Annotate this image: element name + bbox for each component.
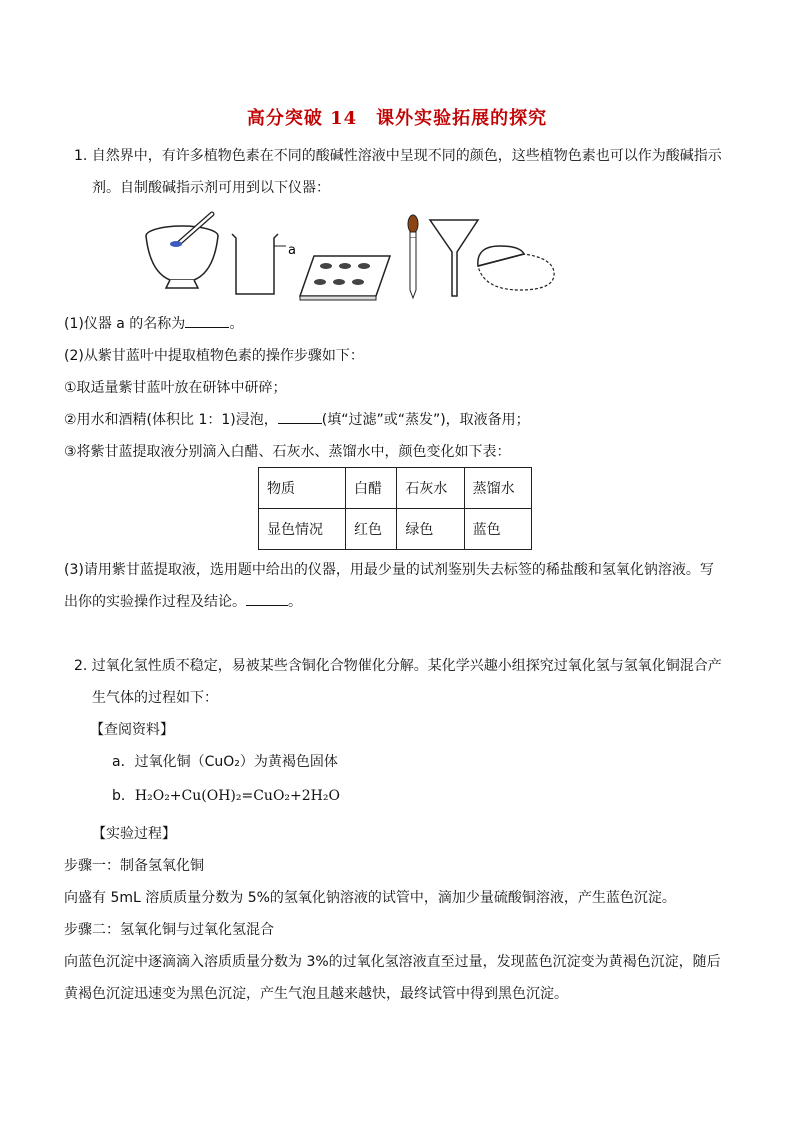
q2-process-heading: 【实验过程】 [92,826,176,842]
q2-info-a: a．过氧化铜（CuO₂）为黄褐色固体 [112,754,338,770]
table-row [259,468,532,509]
mortar-pestle-icon [146,214,218,288]
table-cell: 物质 [259,468,346,509]
q1-part2: (2)从紫甘蓝叶中提取植物色素的操作步骤如下： [64,348,364,364]
q1-intro-line1: 1. 自然界中，有许多植物色素在不同的酸碱性溶液中呈现不同的颜色，这些植物色素也可以作为酸碱指示 [74,148,722,164]
beaker-icon [232,234,286,294]
q1-step3: ③将紫甘蓝提取液分别滴入白醋、石灰水、蒸馏水中，颜色变化如下表： [64,444,511,460]
q1-step1: ①取适量紫甘蓝叶放在研钵中研碎； [64,380,287,396]
q2-intro-line1: 2. 过氧化氢性质不稳定，易被某些含铜化合物催化分解。某化学兴趣小组探究过氧化氢与氢氧化铜混合产 [74,658,722,674]
q2-step1-title: 步骤一：制备氢氧化铜 [64,858,204,874]
q1-part3-line1: (3)请用紫甘蓝提取液，选用题中给出的仪器，用最少量的试剂鉴别失去标签的稀盐酸和氢氧化钠溶液。写 [64,562,714,578]
q1-intro-line2: 剂。自制酸碱指示剂可用到以下仪器： [92,180,330,196]
funnel-icon [430,220,478,296]
apparatus-illustration [140,210,560,302]
table-cell: 白醋 [346,468,397,509]
beaker-label: a [288,243,296,258]
q2-step2-text-line2: 黄褐色沉淀迅速变为黑色沉淀，产生气泡且越来越快，最终试管中得到黑色沉淀。 [64,986,568,1002]
q1-part1: (1)仪器 a 的名称为 。 [64,316,244,332]
q2-step1-text: 向盛有 5mL 溶质质量分数为 5%的氢氧化钠溶液的试管中，滴加少量硫酸铜溶液，产生蓝色沉淀。 [64,890,676,906]
q2-intro-line2: 生气体的过程如下： [92,690,218,706]
table-cell: 红色 [346,509,397,550]
table-cell: 显色情况 [259,509,346,550]
q1-part3-line2: 出你的实验操作过程及结论。 。 [64,594,302,610]
answer-blank-1[interactable] [185,327,229,328]
table-row [259,509,532,550]
q2-step2-title: 步骤二：氢氧化铜与过氧化氢混合 [64,922,274,938]
dropper-icon [408,215,418,298]
spot-plate-icon [300,256,390,300]
q2-info-b: b．H₂O₂+Cu(OH)₂=CuO₂+2H₂O [112,788,340,804]
table-cell: 蓝色 [464,509,531,550]
reaction-formula: H₂O₂+Cu(OH)₂=CuO₂+2H₂O [134,788,340,804]
filter-paper-icon [478,246,554,290]
answer-blank-3[interactable] [246,605,288,606]
table-cell: 绿色 [397,509,464,550]
q1-step2: ②用水和酒精(体积比 1：1)浸泡， (填“过滤”或“蒸发”)，取液备用； [64,412,530,428]
q2-info-heading: 【查阅资料】 [90,722,174,738]
table-cell: 石灰水 [397,468,464,509]
answer-blank-2[interactable] [278,423,322,424]
page-title: 高分突破 14 课外实验拓展的探究 [246,108,548,129]
table-cell: 蒸馏水 [464,468,531,509]
color-table [258,467,532,550]
q2-step2-text-line1: 向蓝色沉淀中逐滴滴入溶质质量分数为 3%的过氧化氢溶液直至过量，发现蓝色沉淀变为黄褐色沉淀，随后 [64,954,721,970]
